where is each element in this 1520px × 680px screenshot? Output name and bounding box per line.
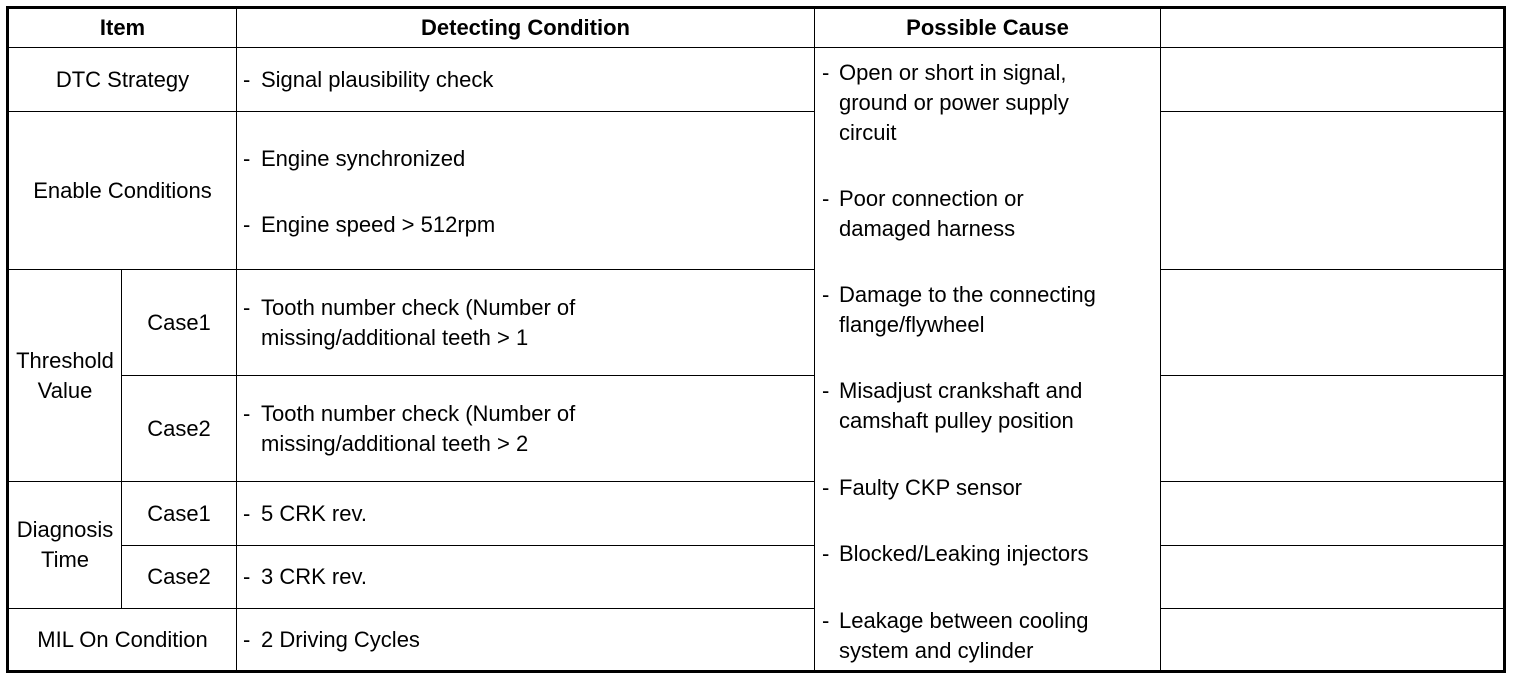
item-mil-on-condition: MIL On Condition: [37, 627, 208, 652]
dash: -: [243, 212, 251, 237]
cond-text: 3 CRK rev.: [261, 564, 367, 589]
cond-dtc-strategy: [243, 48, 808, 111]
cause-text: Leakage between cooling system and cylinder: [839, 608, 1089, 663]
cause-item: [822, 473, 1139, 503]
cond-text: 2 Driving Cycles: [261, 627, 420, 652]
dash: -: [822, 60, 830, 85]
diagnosis-case2-label: Case2: [147, 564, 211, 589]
cond-text: Tooth number check (Number of missing/additional teeth > 1: [261, 294, 576, 350]
rule: [1160, 375, 1505, 376]
cause-text: Blocked/Leaking injectors: [839, 541, 1089, 566]
cause-item: [822, 539, 1139, 569]
cond-mil-on: [243, 609, 808, 671]
cause-text: Damage to the connecting flange/flywheel: [839, 282, 1096, 337]
cond-text: Tooth number check (Number of missing/additional teeth > 2: [261, 400, 576, 456]
threshold-case2-cond: [243, 376, 808, 481]
cause-item: [822, 280, 1139, 340]
dash: -: [243, 400, 251, 426]
cause-text: Open or short in signal, ground or power supply circuit: [839, 60, 1069, 145]
item-diagnosis-time: Diagnosis Time: [16, 517, 114, 572]
dash: -: [243, 500, 251, 526]
cause-item: [822, 606, 1139, 666]
rule: [814, 8, 815, 671]
rule: [1160, 608, 1505, 609]
threshold-case2-label: Case2: [147, 415, 211, 441]
rule: [236, 8, 237, 671]
dash: -: [243, 146, 251, 171]
rule: [1160, 545, 1505, 546]
item-threshold-value: Threshold Value: [16, 347, 114, 403]
cause-item: [822, 184, 1079, 244]
cond-text: Engine synchronized: [261, 146, 466, 171]
cause-text: Faulty CKP sensor: [839, 475, 1023, 500]
dash: -: [822, 541, 830, 566]
rule: [1160, 111, 1505, 112]
diagnosis-case2-cond: [243, 546, 808, 608]
cond-enable-2: [243, 208, 808, 242]
dash: -: [822, 186, 830, 211]
diagnosis-case1-label: Case1: [147, 500, 211, 526]
item-enable-conditions: Enable Conditions: [33, 177, 212, 203]
item-dtc-strategy: DTC Strategy: [55, 66, 190, 92]
rule: [1160, 481, 1505, 482]
cond-text: Engine speed > 512rpm: [261, 212, 496, 237]
cond-text: 5 CRK rev.: [261, 500, 367, 526]
dash: -: [243, 294, 251, 320]
header-detecting-condition: Detecting Condition: [421, 15, 630, 40]
dash: -: [822, 378, 830, 403]
cause-item: [822, 58, 1129, 148]
cause-text: Poor connection or damaged harness: [839, 186, 1024, 241]
cause-item: [822, 376, 1139, 436]
header-possible-cause: Possible Cause: [906, 15, 1069, 40]
dash: -: [243, 66, 251, 92]
dash: -: [822, 282, 830, 307]
dash: -: [243, 564, 251, 589]
rule: [1160, 8, 1161, 671]
threshold-case1-cond: [243, 270, 808, 375]
rule: [1160, 269, 1505, 270]
diagnosis-case1-cond: [243, 482, 808, 545]
dash: -: [822, 608, 830, 633]
cause-text: Misadjust crankshaft and camshaft pulley position: [839, 378, 1083, 433]
header-item: Item: [99, 15, 146, 40]
cond-enable-1: [243, 142, 808, 176]
header-blank: [1161, 9, 1504, 47]
threshold-case1-label: Case1: [147, 309, 211, 335]
cond-text: Signal plausibility check: [261, 66, 494, 92]
dash: -: [822, 475, 830, 500]
dash: -: [243, 627, 251, 652]
